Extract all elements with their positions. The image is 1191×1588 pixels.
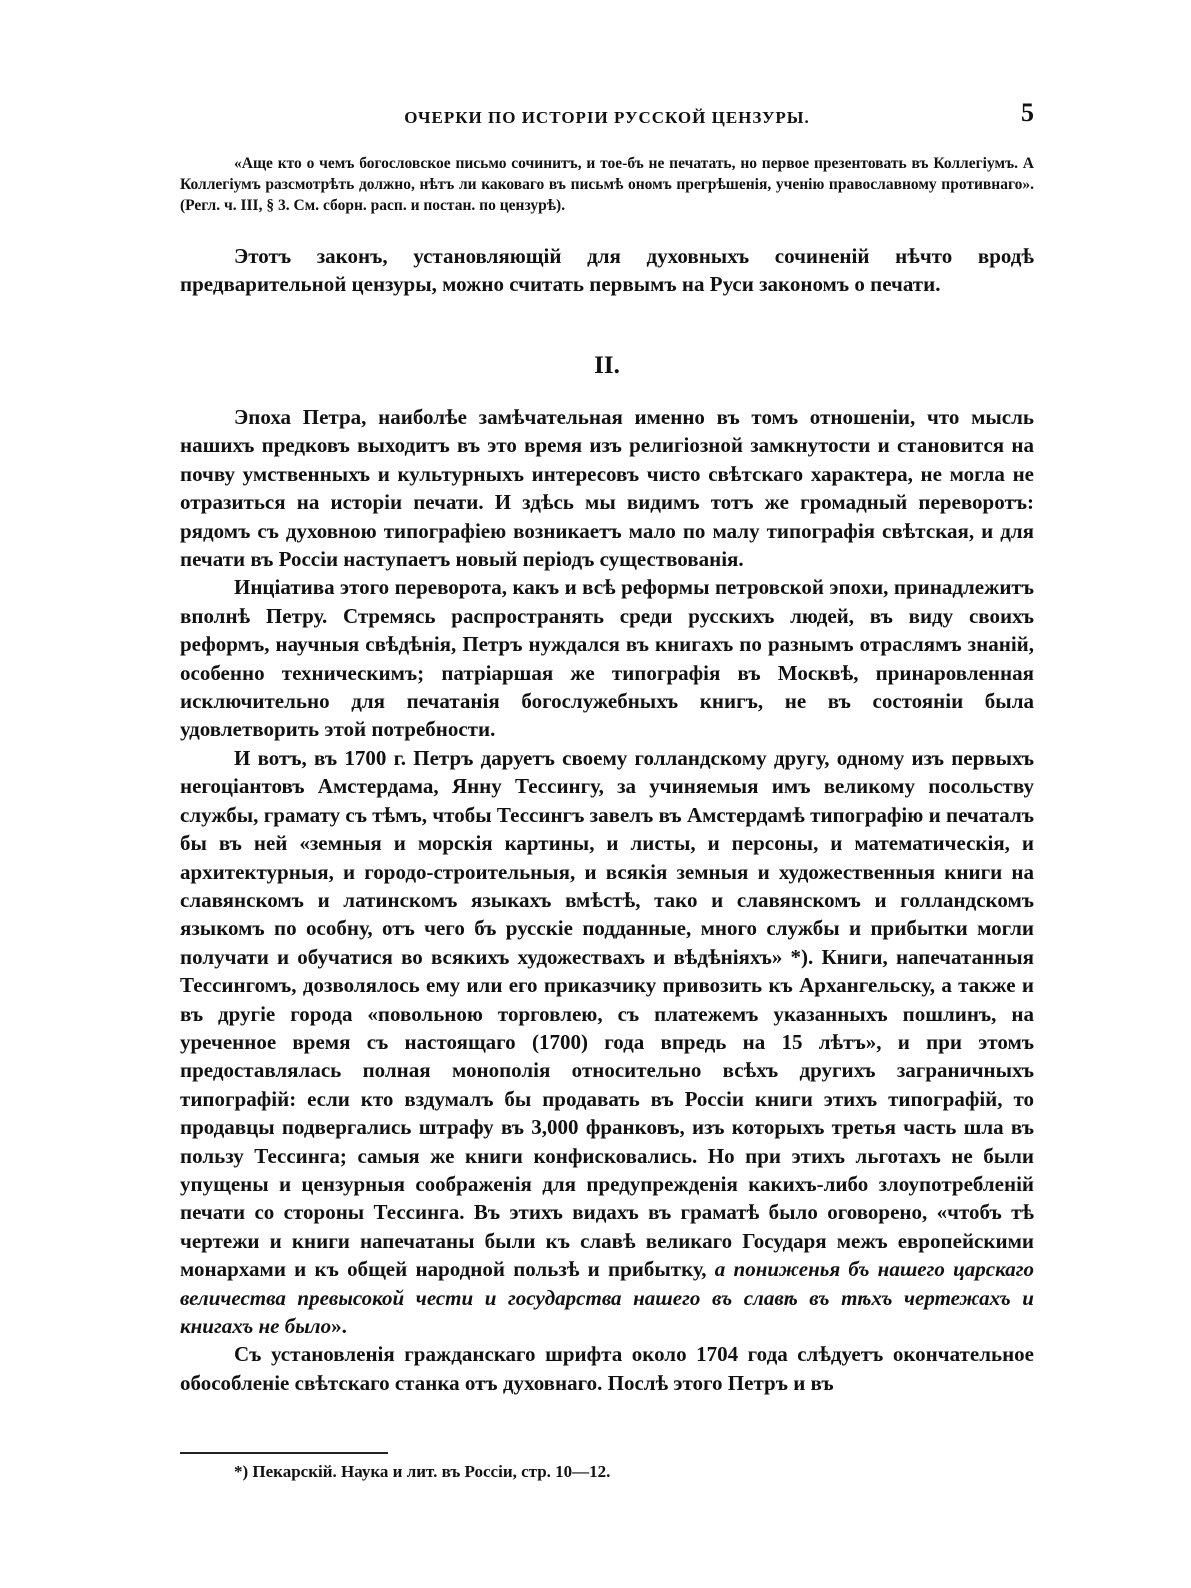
body-text bbox=[180, 403, 1034, 1397]
paragraph-3-end: ». bbox=[331, 1314, 347, 1338]
intro-paragraph: Этотъ законъ, установляющій для духовныхъ сочиненій нѣчто вродѣ предварительной цензуры, можно считать первымъ на Руси закономъ о печати. bbox=[180, 244, 1034, 297]
body-paragraph-1: Эпоха Петра, наиболѣе замѣчательная именно въ томъ отношеніи, что мысль нашихъ предковъ выходитъ въ это время изъ религіозной замкнутости и становится на почву умственныхъ и культурныхъ интересовъ чисто свѣтскаго характера, не могла не отразиться на исторіи печати. И здѣсь мы видимъ тотъ же громадный переворотъ: рядомъ съ духовною типографіею возникаетъ мало по малу типографія свѣтская, и для печати въ Россіи наступаетъ новый періодъ существованія. bbox=[180, 405, 1034, 572]
running-title: ОЧЕРКИ ПО ИСТОРІИ РУССКОЙ ЦЕНЗУРЫ. bbox=[404, 108, 810, 127]
running-head bbox=[180, 98, 1034, 138]
footnote-divider bbox=[180, 1452, 388, 1454]
page-number: 5 bbox=[1021, 98, 1034, 127]
body-paragraph-2: Инціатива этого переворота, какъ и всѣ реформы петровской эпохи, принадлежитъ вполнѣ Петру. Стремясь распространять среди русскихъ людей, въ виду своихъ реформъ, научныя свѣдѣнія, Петръ нуждался въ книгахъ по разнымъ отраслямъ знаній, особенно техническимъ; патріаршая же типографія въ Москвѣ, принаровленная исключительно для печатанія богослужебныхъ книгъ, не въ состояніи была удовлетворить этой потребности. bbox=[180, 575, 1034, 742]
footnote: *) Пекарскій. Наука и лит. въ Россіи, стр. 10—12. bbox=[234, 1462, 611, 1481]
section-heading: II. bbox=[594, 352, 620, 379]
body-paragraph-4: Съ установленія гражданскаго шрифта около 1704 года слѣдуетъ окончательное обособленіе свѣтскаго станка отъ духовнаго. Послѣ этого Петръ и въ bbox=[180, 1342, 1034, 1395]
body-paragraph-3 bbox=[180, 744, 1034, 1341]
block-quote: «Аще кто о чемъ богословское письмо сочинитъ, и тое-бъ не печатать, но первое презентовать въ Коллегіумъ. А Коллегіумъ разсмотрѣть должно, нѣтъ ли каковаго въ письмѣ ономъ прегрѣшенія, ученію православному противнаго». (Регл. ч. III, § 3. См. сборн. расп. и постан. по цензурѣ). bbox=[180, 155, 1034, 214]
paragraph-3-text: И вотъ, въ 1700 г. Петръ даруетъ своему голландскому другу, одному изъ первыхъ негоціантовъ Амстердама, Янну Тессингу, за учиняемыя имъ великому посольству службы, грамату съ тѣмъ, чтобы Тессингъ завелъ въ Амстердамѣ типографію и печаталъ бы въ ней «земныя и морскія картины, и листы, и персоны, и математическія, и архитектурныя, и городо-строительныя, и всякія земныя и художественныя книги на славянскомъ и латинскомъ языкахъ вмѣстѣ, тако и славянскомъ и голландскомъ языкомъ по особну, отъ чего бъ русскіе подданные, много службы и прибытки могли получати и обучатися во всякихъ художествахъ и вѣдѣніяхъ» *). Книги, напечатанныя Тессингомъ, дозволялось ему или его приказчику привозить къ Архангельску, а также и въ другіе города «повольною торговлею, съ платежемъ указанныхъ пошлинъ, на уреченное время съ настоящаго (1700) года впредь на 15 лѣтъ», и при этомъ предоставлялась полная монополія относительно всѣхъ другихъ заграничныхъ типографій: если кто вздумалъ бы продавать въ Россіи книги этихъ типографій, то продавцы подвергались штрафу въ 3,000 франковъ, изъ которыхъ третья часть шла въ пользу Тессинга; самыя же книги конфисковались. Но при этихъ льготахъ не были упущены и цензурныя соображенія для предупрежденія какихъ-либо злоупотребленій печати со стороны Тессинга. Въ этихъ видахъ въ граматѣ было оговорено, «чтобъ тѣ чертежи и книги напечатаны были къ славѣ великаго Государя межъ европейскими монархами и къ общей народной пользѣ и прибытку, bbox=[180, 745, 1034, 1282]
paragraph-3-italic: а пониженья бъ нашего царскаго величества превысокой чести и государства нашего въ славѣ въ тѣхъ чертежахъ и книгахъ не было bbox=[180, 1257, 1034, 1338]
